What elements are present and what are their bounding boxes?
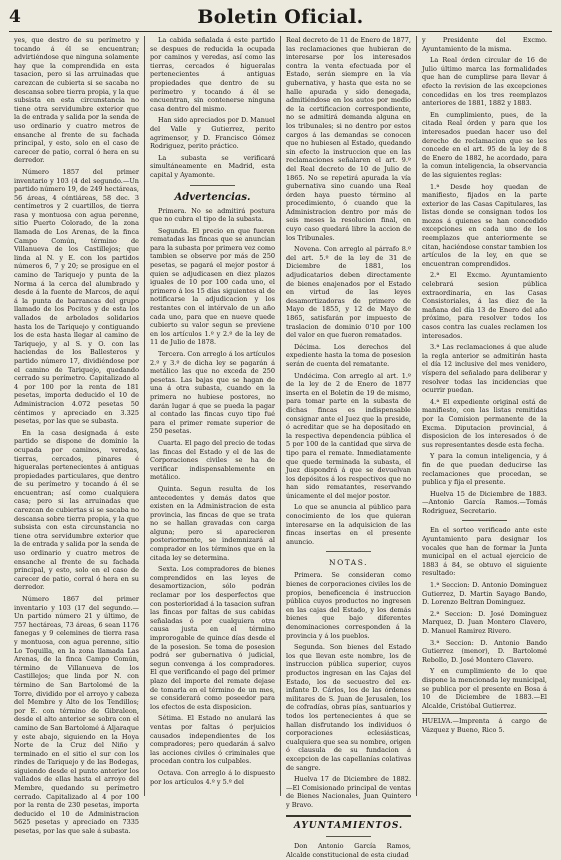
- column-4: [417, 36, 552, 796]
- paragraph: y Presidente del Excmo. Ayuntamiento de la misma.: [422, 36, 547, 53]
- page-header: [9, 3, 552, 32]
- paragraph: Segunda. Son bienes del Estado los que llevan este nombre, los de instruccion pública superior, cuyos productos ingresan en las Cajas del Estado, los de secuestro del ex-infante D. Cárlos, los de las órdenes militares de S. Juan de Jerusalen, los de cofradías, obras pías, santuarios y todos los pertenecientes á que se hallan disfrutando los individuos ó corporaciones eclesiásticas, cualquiera que sea su nombre, origen ó clausula de su fundacion á excepcion de las capellanías colativas de sangre.: [286, 643, 411, 772]
- imprint-line: HUELVA.—Imprenta á cargo de Vázquez y Bueno, Rico 5.: [422, 713, 547, 734]
- paragraph: Octava. Con arreglo á lo dispuesto por los artículos 4.º y 5.º del: [150, 768, 275, 786]
- section-heading-advertencias: Advertencias.: [174, 191, 251, 203]
- paragraph: 3.ª Las reclamaciones á que alude la regla anterior se admitirán hasta el día 12 inclusive del mes venidero, víspera del señalado para deliberar y resolver todas las incidencias que ocurrir puedan.: [422, 343, 547, 395]
- paragraph: Han sido apreciados por D. Manuel del Valle y Gutierrez, perito agrimensor, y D. Francisco Gómez Rodriguez, perito práctico.: [150, 116, 275, 151]
- section-heading-notas: NOTAS.: [329, 558, 368, 568]
- column-3: [281, 36, 417, 860]
- paragraph: Novena. Con arreglo al párrafo 8.º del art. 5.º de la ley de 31 de Diciembre de 1881, los adjudicatarios deben directamente de bienes enajenados por el Estado en virtud de las leyes desamortizadoras de primero de Mayo de 1855, y 12 de Mayo de 1865, satisfarán por impuesto de traslacion de dominio 0'10 por 100 del valor en que fueron rematados.: [286, 245, 411, 340]
- paragraph: yes, que destro de su perímetro y tocando á él se encuentran; advirtiéndose que ninguna solamente hay que la comprendida en esta tasacion, pero si las arruinadas que carezcan de cubierta si se sacaba no descansa sobre tierra propia, y la que subsista en esta circunstancia no tiene otra servidumbre exterior que la de entrada y salida por la senda de uso ordinario y cuatro metros de ensanche al frente de su fachada principal, y esto, solo en el caso de carecer de patio, corral ó hera en su derredor.: [14, 36, 139, 165]
- paragraph: Quinta. Segun resulta de los antecedentes y demás datos que existen en la Administracion de esta provincia, las fincas de que se trata no se hallan gravadas con carga alguna; pero si aparecieren posteriormente, se indemnizará al comprador en los términos que en la citada ley se determina.: [150, 484, 275, 562]
- paragraph: Huelva 17 de Diciembre de 1882. —El Comisionado principal de ventas de Bienes Nacionales, Juan Quintero y Bravo.: [286, 775, 411, 809]
- paragraph: Décima. Los derechos del expediente hasta la toma de posesion serán de cuenta del rematante.: [286, 342, 411, 368]
- page-number: 4: [9, 7, 21, 27]
- paragraph: Lo que se anuncia al público para conocimiento de los que quieran interesarse en la adquisicion de las fincas insertas en el presente anuncio.: [286, 503, 411, 546]
- paragraph: En cumplimiento, pues, de la citada Real órden y para que los interesados puedan hacer uso del derecho de reclamacion que se les concede en el art. 95 de la ley de 8 de Enero de 1882, he acordado, para la comun inteligencia, la observancia de las siguientes reglas:: [422, 110, 547, 179]
- paragraph: La cabida señalada á este partido se despues de reducida la ocupada por caminos y veredas, así como las tierras, cercados é higueralas pertenecientes á antiguas propiedades que dentro de su perímetro y tocando á él se encuentran, sin contenerse ninguna casa dentro del mismo.: [150, 36, 275, 113]
- divider: [462, 520, 507, 521]
- double-rule: [286, 815, 411, 817]
- paragraph: Sexta. Los compradores de bienes comprendidos en las leyes de desamortizacion, sólo podrán reclamar por los desperfectos que con posterioridad á la tasacion sufran las fincas por faltas de sus cabidas señaladas ó por cualquiera otra causa justa en el término improrogable de quince días desde el de la posesion. Se toma de posesion podrá ser gubernativa ó judicial, segun convenga á los compradores. El que verificando el pago del primer plazo del importe del remate dejase de tomarla en el término de un mes, se considerará como poseedor para los efectos de esta disposicion.: [150, 565, 275, 711]
- column-1: [9, 36, 145, 836]
- paragraph: Número 1857 del primer inventario y 103 (4 del segundo.—Un partido número 19, de 249 hectáreas, 56 áreas, 4 céntiáreas, 58 dec. 3 centímetros y 2 cuartillos, de tierra rasa y montuosa con agua perenne, sitio Puerto Colorado, de la zona llamada de Los Arenas, de la finca Campo Común, término de Villanueva de los Castillejos; que linda al N. y E. con los partidos números 6, 7 y 20; se prosigue en el camino de Tariquejo y punta de la Norma á la cerca del alumbrado y desde á la fuente de Marcos, de aquí á la punta de barrancas del grupo llamado de los Pocitos y de esta los vallados de arbolados solidarios hasta los de Tariquejo y contiguando los de esta hasta llegar al camino de Tariquejo, y al S. y O. con las haciendas de los Ballesteros y partido número 17, dividiéndose por el camino de Tariquejo, quedando cerrado su perímetro. Capitalizado al 4 por 100 por la renta de 181 pesetas, importa deducido el 10 de Administracion 4.072 pesetas 50 céntimos y apreciado en 3.325 pesetas, por las que se subasta.: [14, 167, 139, 426]
- paragraph: Segunda. El precio en que fueren rematadas las fincas que se anuncian para la subasta por primera vez como tambien se observe por más de 250 pesetas, se pagará el mejor postor á quien se adjudicasen en diez plazos iguales de 10 por 100 cada uno, el primero á los 15 días siguientes al de notificarse la adjudicacion y los restantes con el intérvalo de un año cada uno, para que en nueve quede cubierto su valor segun se previene en los artículos 1.º y 2.º de la ley de 11 de Julio de 1878.: [150, 226, 275, 347]
- paragraph: Don Antonio García Ramos, Alcalde constitucional de esta ciudad: [286, 842, 411, 860]
- paragraph: Huelva 15 de Diciembre de 1883. —Antonio García Ramos.—Tomás Rodriguez, Secretario.: [422, 489, 547, 515]
- section-heading-ayuntamientos: AYUNTAMIENTOS.: [293, 821, 404, 832]
- paragraph: Cuarta. El pago del precio de todas las fincas del Estado y el de las de Corporaciones civiles se ha de verificar indispensablemente en metálico.: [150, 438, 275, 482]
- publication-title: Boletin Oficial.: [197, 6, 364, 28]
- paragraph: En la casa designada á este partido se dispone de dominio la ocupada por caminos, veredas, tierras, cercados, pinares é higueralas pertenecientes á antiguas propiedades particulares, que dentro de su perímetro y tocando á él se encuentran; así como cualquiera casa; pero si las arruinadas que carezcan de cubiertas si se sacaba no descansa sobre tierra propia, y la que subsista con esta circunstancia no tiene otra servidumbre exterior que la de entrada y salida por la senda de uso ordinario y cuatro metros de ensanche al frente de su fachada principal, y esto, solo en el caso de carecer de patio, corral ó hera en su derredor.: [14, 428, 139, 592]
- paragraph: 1.ª Desde hoy quedan de manifiesto, fijados en la parte exterior de las Casas Capitulares, las listas donde se consignan todos los mozos á quienes se han concedido excepciones en cada uno de los reemplazos que anteriormente se citan, haciéndose constar tambien los artículos de la ley, en que se encuentran comprendidos.: [422, 182, 547, 268]
- paragraph: 3.ª Seccion: D. Antonio Bando Gutierrez (menor), D. Bartolomé Rebollo, D. José Montero Clavero.: [422, 638, 547, 664]
- paragraph: 4.ª El expediente original está de manifiesto, con las listas remitidas por la Comision permanente de la Excma. Diputacion provincial, á disposicion de los interesados ó de sus representantes desde esta fecha.: [422, 397, 547, 449]
- paragraph: 2.ª El Excmo. Ayuntamiento celebrará sesion pública extraordinaria, en las Casas Consistoriales, á las diez de la mañana del día 13 de Enero del año próximo, para resolver todos los casos contra las cuales reclamen los interesados.: [422, 271, 547, 340]
- paragraph: En el sorteo verificado ante este Ayuntamiento para designar los vocales que han de formar la Junta municipal en el actual ejercicio de 1883 á 84, se obtuvo el siguiente resultado:: [422, 526, 547, 578]
- paragraph: Primera. Se consideran como bienes de corporaciones civiles los de propios, beneficencia é instruccion pública cuyos productos no ingresen en las cajas del Estado, y los demás bienes que bajo diferentes denominaciones corresponden á la provincia y á los pueblos.: [286, 571, 411, 640]
- paragraph: 2.ª Seccion: D. José Dominguez Marquez, D. Juan Montero Clavero, D. Manuel Ramirez Rivero.: [422, 609, 547, 635]
- divider: [326, 836, 371, 837]
- paragraph: La subasta se verificará simultáneamente en Madrid, esta capital y Ayamonte.: [150, 153, 275, 179]
- divider: [190, 185, 235, 186]
- paragraph: Número 1867 del primer inventario y 103 (17 del segundo.—Un partido número 21 y último, de 757 hectáreas, 73 áreas, 6 sean 1176 fanegas y 9 celemines de tierra rasa y montuosa, con agua perenne, sitio Lo Toquilla, en la zona llamada Las Arenas, de la finca Campo Común, término de Villanueva de los Castillejos; que linda por N. con término de San Bartolomé de la Torre, dividido por el arroyo y cabeza del Membre y Alto de los Tendillos; por E. con término de Gibraleon, desde el alto anterior se sobra con el camino de San Bartolomé á Aljaraque y este abajo, siguiendo en la Hoya Norte de la Cruz del Niño y terminado en el sitio el sur con los rindes de Tariquejo y de las Bodegas, siguiendo desde el punto anterior los vallados de ellas hasta el arroyo del Membre, quedando su perímetro cerrado. Capitalizado al 4 por 100 por la renta de 230 pesetas, importa deducido el 10 de Administracion 5625 pesetas y apreciado en 7335 pesetas, por las que sale á subasta.: [14, 595, 139, 836]
- paragraph: Y para la comun inteligencia, y á fin de que puedan deducirse las reclamaciones que procedan, se publica y fija el presente.: [422, 452, 547, 487]
- column-2: [145, 36, 281, 796]
- divider: [326, 551, 371, 552]
- paragraph: Tercera. Con arreglo á los artículos 2.º y 3.º de dicha ley se pagarán á metálico las que no exceda de 250 pesetas. Las bajas que se hagan de una á otra subasta, cuando en la primera no hubiese postores, no darán lugar á que se pueda la pagar al contado las fincas cuyo tipo fué para el primer remate superior de 250 pesetas.: [150, 350, 275, 436]
- paragraph: 1.ª Seccion: D. Antonio Dominguez Gutierrez, D. Martin Sayago Bando, D. Lorenzo Beltran Dominguez.: [422, 581, 547, 607]
- paragraph: La Real órden circular de 16 de Julio último marca las formalidades que han de cumplirse para llevar á efecto la revision de las excepciones concedidas en los tres reemplazos anteriores de 1881, 1882 y 1883.: [422, 56, 547, 108]
- columns: [9, 36, 552, 860]
- paragraph: Sétima. El Estado no anulará las ventas por faltas ó perjuicios causados independientes de los compradores; pero quedarán á salvo las acciones civiles ó criminales que procedan contra los culpables.: [150, 714, 275, 766]
- paragraph: Real decreto de 11 de Enero de 1877, las reclamaciones que hubieran de interesarse por los interesados contra la venta efectuada por el Estado, serán siempre en la vía gubernativa, y hasta que esta no se halle apurada y sido denegada, admitiéndose en los autos por medio de la certificacion correspondiente, no se admitirá demanda alguna en los tribunales; si no dentro por estos cargos á las demandas se conocen que no hubiesen al Estado, quedando sin efecto la instruccion que en las reclamaciones señalaren el art. 9.º del Real decreto de 10 de Julio de 1865. No se repetirá apurada la vía gubernativa sino cuando una Real órden haya puesto término al procedimiento, ó cuando que la Administracion dentro por más de seis meses la resolucion final, en cuyo caso quedará libre la accion de los Tribunales.: [286, 36, 411, 242]
- paragraph: Primera. No se admitirá postura que no cubra el tipo de la subasta.: [150, 206, 275, 224]
- paragraph: Undécima. Con arreglo al art. 1.º de la ley de 2 de Enero de 1877 inserta en el Boletin de 19 de mismo, para tomar parte en la subasta de dichas fincas es indispensable consignar ante el Juez que la preside, ó acreditar que se ha depositado en la respectiva dependencia pública el 5 por 100 de la cantidad que sirva de tipo para el remate. Inmediatamente que quede terminada la subasta, el Juez dispondrá á que se devuelvan los depósitos á los respectivos que no han sido rematantes, reservando únicamente el del mejor postor.: [286, 371, 411, 500]
- paragraph: Y en cumplimiento de lo que dispone la mencionada ley municipal, se publica por el presente en Bosa á 10 de Diciembre de 1883.—El Alcalde, Cristóbal Gutierrez.: [422, 667, 547, 710]
